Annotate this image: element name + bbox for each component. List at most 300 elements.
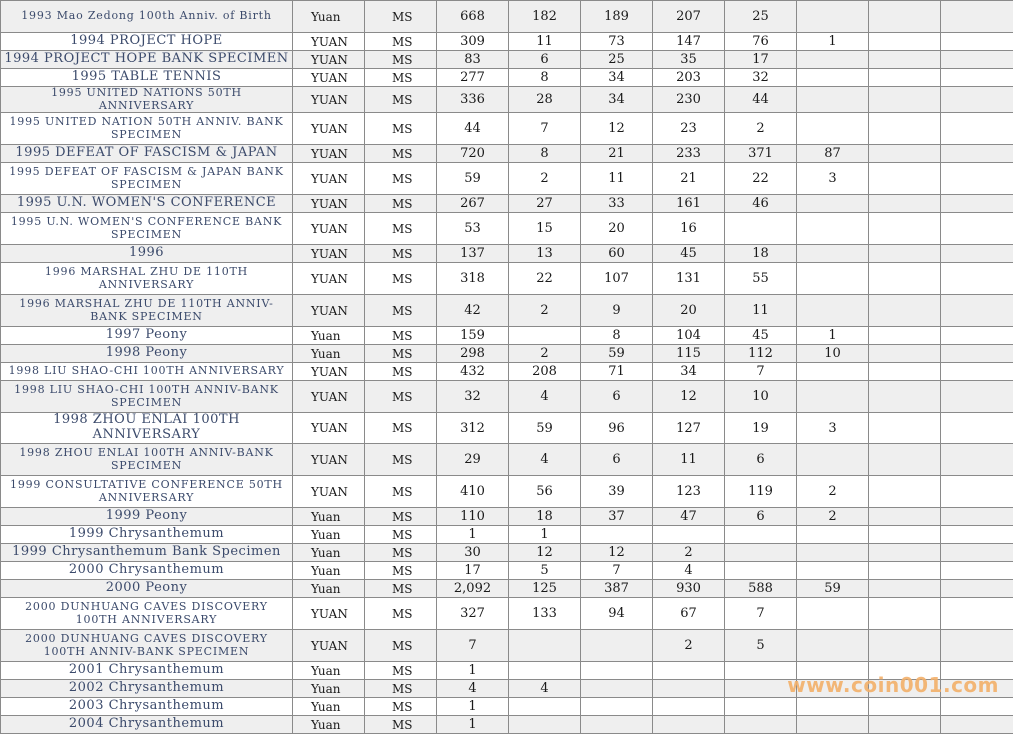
count-cell (653, 716, 725, 734)
grade-cell: MS (365, 508, 437, 526)
count-cell (941, 345, 1013, 363)
count-cell (941, 1, 1013, 33)
denomination-cell: YUAN (293, 245, 365, 263)
coin-name-cell: 1998 LIU SHAO-CHI 100TH ANNIV-BANK SPECIMEN (1, 381, 293, 413)
denomination-cell: YUAN (293, 630, 365, 662)
count-cell: 12 (653, 381, 725, 413)
count-cell: 207 (653, 1, 725, 33)
count-cell: 2 (509, 295, 581, 327)
count-cell (797, 263, 869, 295)
count-cell (941, 716, 1013, 734)
denomination-cell: Yuan (293, 345, 365, 363)
count-cell: 4 (509, 444, 581, 476)
count-cell (725, 213, 797, 245)
count-cell: 6 (581, 444, 653, 476)
coin-name-cell: 2000 DUNHUANG CAVES DISCOVERY 100TH ANNIV-BANK SPECIMEN (1, 630, 293, 662)
count-cell (941, 213, 1013, 245)
count-cell: 76 (725, 33, 797, 51)
count-cell (941, 327, 1013, 345)
count-cell: 6 (509, 51, 581, 69)
count-cell: 32 (437, 381, 509, 413)
count-cell: 4 (509, 381, 581, 413)
grade-cell: MS (365, 680, 437, 698)
count-cell: 87 (797, 145, 869, 163)
count-cell (941, 662, 1013, 680)
count-cell: 7 (437, 630, 509, 662)
count-cell (869, 33, 941, 51)
count-cell (941, 295, 1013, 327)
count-cell (941, 680, 1013, 698)
table-row (1, 508, 1013, 526)
coin-name-cell: 1994 PROJECT HOPE (1, 33, 293, 51)
count-cell: 2 (797, 476, 869, 508)
count-cell: 208 (509, 363, 581, 381)
grade-cell: MS (365, 195, 437, 213)
table-row (1, 526, 1013, 544)
count-cell: 11 (725, 295, 797, 327)
count-cell (869, 145, 941, 163)
count-cell: 13 (509, 245, 581, 263)
count-cell (869, 327, 941, 345)
count-cell (653, 662, 725, 680)
count-cell: 137 (437, 245, 509, 263)
count-cell (869, 413, 941, 444)
count-cell: 20 (581, 213, 653, 245)
denomination-cell: YUAN (293, 69, 365, 87)
count-cell: 12 (581, 113, 653, 145)
count-cell (869, 680, 941, 698)
grade-cell: MS (365, 87, 437, 113)
table-row (1, 363, 1013, 381)
count-cell: 5 (509, 562, 581, 580)
coin-name-cell: 1995 DEFEAT OF FASCISM & JAPAN BANK SPECIMEN (1, 163, 293, 195)
coin-name-cell: 1995 DEFEAT OF FASCISM & JAPAN (1, 145, 293, 163)
grade-cell: MS (365, 698, 437, 716)
grade-cell: MS (365, 580, 437, 598)
denomination-cell: YUAN (293, 87, 365, 113)
count-cell: 123 (653, 476, 725, 508)
count-cell (941, 476, 1013, 508)
coin-name-cell: 2001 Chrysanthemum (1, 662, 293, 680)
count-cell (653, 680, 725, 698)
count-cell (509, 662, 581, 680)
count-cell: 30 (437, 544, 509, 562)
coin-name-cell: 1995 TABLE TENNIS (1, 69, 293, 87)
count-cell (797, 526, 869, 544)
count-cell (869, 544, 941, 562)
coin-name-cell: 1995 UNITED NATION 50TH ANNIV. BANK SPECIMEN (1, 113, 293, 145)
count-cell: 203 (653, 69, 725, 87)
count-cell: 2 (725, 113, 797, 145)
coin-name-cell: 1999 Chrysanthemum Bank Specimen (1, 544, 293, 562)
coin-name-cell: 1998 ZHOU ENLAI 100TH ANNIVERSARY (1, 413, 293, 444)
grade-cell: MS (365, 716, 437, 734)
denomination-cell: YUAN (293, 33, 365, 51)
grade-cell: MS (365, 444, 437, 476)
table-row (1, 69, 1013, 87)
coin-name-cell: 1999 Peony (1, 508, 293, 526)
count-cell: 16 (653, 213, 725, 245)
count-cell: 10 (797, 345, 869, 363)
grade-cell: MS (365, 662, 437, 680)
count-cell: 23 (653, 113, 725, 145)
count-cell (797, 381, 869, 413)
count-cell: 7 (725, 363, 797, 381)
grade-cell: MS (365, 413, 437, 444)
count-cell (941, 145, 1013, 163)
count-cell: 8 (509, 69, 581, 87)
count-cell (509, 327, 581, 345)
count-cell: 2 (509, 345, 581, 363)
count-cell: 17 (725, 51, 797, 69)
watermark-logo: www.coin001.com (787, 673, 999, 697)
denomination-cell: YUAN (293, 363, 365, 381)
count-cell: 17 (437, 562, 509, 580)
coin-name-cell: 1993 Mao Zedong 100th Anniv. of Birth (1, 1, 293, 33)
count-cell: 7 (581, 562, 653, 580)
count-cell (869, 716, 941, 734)
count-cell (869, 69, 941, 87)
count-cell (941, 598, 1013, 630)
count-cell (869, 263, 941, 295)
denomination-cell: Yuan (293, 327, 365, 345)
count-cell: 147 (653, 33, 725, 51)
count-cell: 1 (437, 698, 509, 716)
grade-cell: MS (365, 598, 437, 630)
count-cell (941, 444, 1013, 476)
grade-cell: MS (365, 213, 437, 245)
count-cell (869, 598, 941, 630)
denomination-cell: Yuan (293, 508, 365, 526)
grade-cell: MS (365, 113, 437, 145)
count-cell: 21 (581, 145, 653, 163)
count-cell: 189 (581, 1, 653, 33)
table-row (1, 51, 1013, 69)
count-cell (797, 69, 869, 87)
table-row (1, 662, 1013, 680)
coin-name-cell: 1998 Peony (1, 345, 293, 363)
count-cell: 298 (437, 345, 509, 363)
count-cell: 83 (437, 51, 509, 69)
count-cell (581, 662, 653, 680)
count-cell (869, 630, 941, 662)
count-cell (941, 544, 1013, 562)
count-cell: 46 (725, 195, 797, 213)
count-cell: 318 (437, 263, 509, 295)
grade-cell: MS (365, 476, 437, 508)
count-cell: 56 (509, 476, 581, 508)
count-cell (725, 680, 797, 698)
count-cell (869, 562, 941, 580)
count-cell (941, 87, 1013, 113)
table-row (1, 163, 1013, 195)
count-cell (941, 381, 1013, 413)
count-cell (581, 526, 653, 544)
count-cell (941, 195, 1013, 213)
count-cell: 930 (653, 580, 725, 598)
count-cell (869, 113, 941, 145)
count-cell: 110 (437, 508, 509, 526)
table-row (1, 680, 1013, 698)
count-cell: 104 (653, 327, 725, 345)
count-cell: 1 (437, 526, 509, 544)
count-cell: 277 (437, 69, 509, 87)
count-cell (725, 562, 797, 580)
table-row (1, 1, 1013, 33)
count-cell (869, 526, 941, 544)
coin-name-cell: 2000 Chrysanthemum (1, 562, 293, 580)
denomination-cell: YUAN (293, 381, 365, 413)
count-cell: 1 (509, 526, 581, 544)
coin-name-cell: 1996 MARSHAL ZHU DE 110TH ANNIVERSARY (1, 263, 293, 295)
count-cell (941, 69, 1013, 87)
table-row (1, 544, 1013, 562)
count-cell: 59 (581, 345, 653, 363)
grade-cell: MS (365, 69, 437, 87)
denomination-cell: YUAN (293, 113, 365, 145)
denomination-cell: Yuan (293, 698, 365, 716)
table-row (1, 630, 1013, 662)
count-cell: 7 (509, 113, 581, 145)
count-cell: 127 (653, 413, 725, 444)
count-cell: 233 (653, 145, 725, 163)
count-cell (797, 113, 869, 145)
table-row (1, 580, 1013, 598)
count-cell: 410 (437, 476, 509, 508)
table-row (1, 113, 1013, 145)
count-cell (869, 1, 941, 33)
count-cell: 34 (581, 87, 653, 113)
count-cell (869, 662, 941, 680)
table-row (1, 263, 1013, 295)
count-cell: 6 (725, 508, 797, 526)
denomination-cell: YUAN (293, 444, 365, 476)
count-cell: 10 (725, 381, 797, 413)
grade-cell: MS (365, 526, 437, 544)
coin-name-cell: 1999 Chrysanthemum (1, 526, 293, 544)
count-cell (941, 363, 1013, 381)
coin-name-cell: 2002 Chrysanthemum (1, 680, 293, 698)
table-row (1, 213, 1013, 245)
count-cell (941, 580, 1013, 598)
denomination-cell: YUAN (293, 195, 365, 213)
coin-name-cell: 2000 DUNHUANG CAVES DISCOVERY 100TH ANNIVERSARY (1, 598, 293, 630)
table-row (1, 195, 1013, 213)
grade-cell: MS (365, 245, 437, 263)
coin-name-cell: 1994 PROJECT HOPE BANK SPECIMEN (1, 51, 293, 69)
count-cell: 67 (653, 598, 725, 630)
count-cell (797, 51, 869, 69)
table-row (1, 716, 1013, 734)
count-cell: 45 (653, 245, 725, 263)
count-cell: 125 (509, 580, 581, 598)
count-cell (797, 213, 869, 245)
denomination-cell: YUAN (293, 213, 365, 245)
count-cell (869, 163, 941, 195)
count-cell: 133 (509, 598, 581, 630)
count-cell: 60 (581, 245, 653, 263)
count-cell: 11 (653, 444, 725, 476)
count-cell: 588 (725, 580, 797, 598)
grade-cell: MS (365, 1, 437, 33)
count-cell: 28 (509, 87, 581, 113)
count-cell: 18 (509, 508, 581, 526)
count-cell (869, 87, 941, 113)
count-cell: 32 (725, 69, 797, 87)
count-cell (797, 544, 869, 562)
count-cell (581, 680, 653, 698)
count-cell: 29 (437, 444, 509, 476)
table-body (1, 1, 1013, 734)
denomination-cell: YUAN (293, 163, 365, 195)
count-cell (941, 630, 1013, 662)
table-row (1, 598, 1013, 630)
count-cell: 59 (437, 163, 509, 195)
denomination-cell: Yuan (293, 526, 365, 544)
table-row (1, 327, 1013, 345)
count-cell (725, 526, 797, 544)
count-cell (725, 662, 797, 680)
grade-cell: MS (365, 381, 437, 413)
count-cell (797, 680, 869, 698)
coin-name-cell: 1997 Peony (1, 327, 293, 345)
count-cell: 94 (581, 598, 653, 630)
grade-cell: MS (365, 163, 437, 195)
coin-name-cell: 1995 U.N. WOMEN'S CONFERENCE (1, 195, 293, 213)
grade-cell: MS (365, 363, 437, 381)
denomination-cell: Yuan (293, 662, 365, 680)
grade-cell: MS (365, 544, 437, 562)
count-cell: 27 (509, 195, 581, 213)
count-cell (797, 630, 869, 662)
coin-name-cell: 2004 Chrysanthemum (1, 716, 293, 734)
count-cell: 2 (653, 544, 725, 562)
count-cell: 312 (437, 413, 509, 444)
count-cell: 267 (437, 195, 509, 213)
count-cell: 18 (725, 245, 797, 263)
count-cell (941, 263, 1013, 295)
denomination-cell: Yuan (293, 562, 365, 580)
count-cell (869, 51, 941, 69)
count-cell: 59 (797, 580, 869, 598)
coin-name-cell: 2000 Peony (1, 580, 293, 598)
count-cell: 1 (437, 716, 509, 734)
count-cell: 7 (725, 598, 797, 630)
count-cell: 34 (653, 363, 725, 381)
denomination-cell: Yuan (293, 1, 365, 33)
count-cell (797, 87, 869, 113)
count-cell (869, 245, 941, 263)
coin-name-cell: 1995 UNITED NATIONS 50TH ANNIVERSARY (1, 87, 293, 113)
count-cell: 42 (437, 295, 509, 327)
count-cell: 3 (797, 413, 869, 444)
denomination-cell: YUAN (293, 263, 365, 295)
count-cell: 73 (581, 33, 653, 51)
count-cell (869, 345, 941, 363)
count-cell: 230 (653, 87, 725, 113)
count-cell (941, 413, 1013, 444)
count-cell (725, 716, 797, 734)
count-cell: 15 (509, 213, 581, 245)
count-cell: 55 (725, 263, 797, 295)
count-cell: 387 (581, 580, 653, 598)
count-cell: 112 (725, 345, 797, 363)
denomination-cell: YUAN (293, 295, 365, 327)
grade-cell: MS (365, 327, 437, 345)
table-row (1, 444, 1013, 476)
count-cell: 309 (437, 33, 509, 51)
count-cell (581, 630, 653, 662)
grade-cell: MS (365, 562, 437, 580)
denomination-cell: YUAN (293, 476, 365, 508)
count-cell: 668 (437, 1, 509, 33)
count-cell (509, 630, 581, 662)
coin-name-cell: 1998 LIU SHAO-CHI 100TH ANNIVERSARY (1, 363, 293, 381)
count-cell: 25 (581, 51, 653, 69)
count-cell (941, 33, 1013, 51)
count-cell: 22 (725, 163, 797, 195)
grade-cell: MS (365, 145, 437, 163)
denomination-cell: YUAN (293, 145, 365, 163)
count-cell: 35 (653, 51, 725, 69)
coin-name-cell: 1996 MARSHAL ZHU DE 110TH ANNIV-BANK SPECIMEN (1, 295, 293, 327)
count-cell (869, 476, 941, 508)
count-cell: 107 (581, 263, 653, 295)
count-cell (797, 562, 869, 580)
count-cell: 115 (653, 345, 725, 363)
grade-cell: MS (365, 295, 437, 327)
table-row (1, 476, 1013, 508)
denomination-cell: Yuan (293, 580, 365, 598)
count-cell: 34 (581, 69, 653, 87)
count-cell (869, 195, 941, 213)
count-cell: 720 (437, 145, 509, 163)
count-cell: 33 (581, 195, 653, 213)
count-cell: 25 (725, 1, 797, 33)
table-row (1, 295, 1013, 327)
count-cell (725, 544, 797, 562)
count-cell (941, 526, 1013, 544)
count-cell: 39 (581, 476, 653, 508)
count-cell: 9 (581, 295, 653, 327)
count-cell: 3 (797, 163, 869, 195)
coin-name-cell: 1995 U.N. WOMEN'S CONFERENCE BANK SPECIMEN (1, 213, 293, 245)
table-row (1, 33, 1013, 51)
grade-cell: MS (365, 345, 437, 363)
count-cell: 11 (509, 33, 581, 51)
count-cell: 47 (653, 508, 725, 526)
table-row (1, 345, 1013, 363)
coin-name-cell: 1998 ZHOU ENLAI 100TH ANNIV-BANK SPECIMEN (1, 444, 293, 476)
count-cell: 71 (581, 363, 653, 381)
count-cell (797, 716, 869, 734)
count-cell (797, 295, 869, 327)
grade-cell: MS (365, 33, 437, 51)
denomination-cell: YUAN (293, 413, 365, 444)
count-cell: 22 (509, 263, 581, 295)
count-cell: 131 (653, 263, 725, 295)
count-cell (797, 444, 869, 476)
table-row (1, 87, 1013, 113)
count-cell: 44 (725, 87, 797, 113)
count-cell (941, 113, 1013, 145)
count-cell (797, 245, 869, 263)
count-cell (941, 51, 1013, 69)
table-row (1, 413, 1013, 444)
table-row (1, 145, 1013, 163)
count-cell (581, 716, 653, 734)
grade-cell: MS (365, 51, 437, 69)
